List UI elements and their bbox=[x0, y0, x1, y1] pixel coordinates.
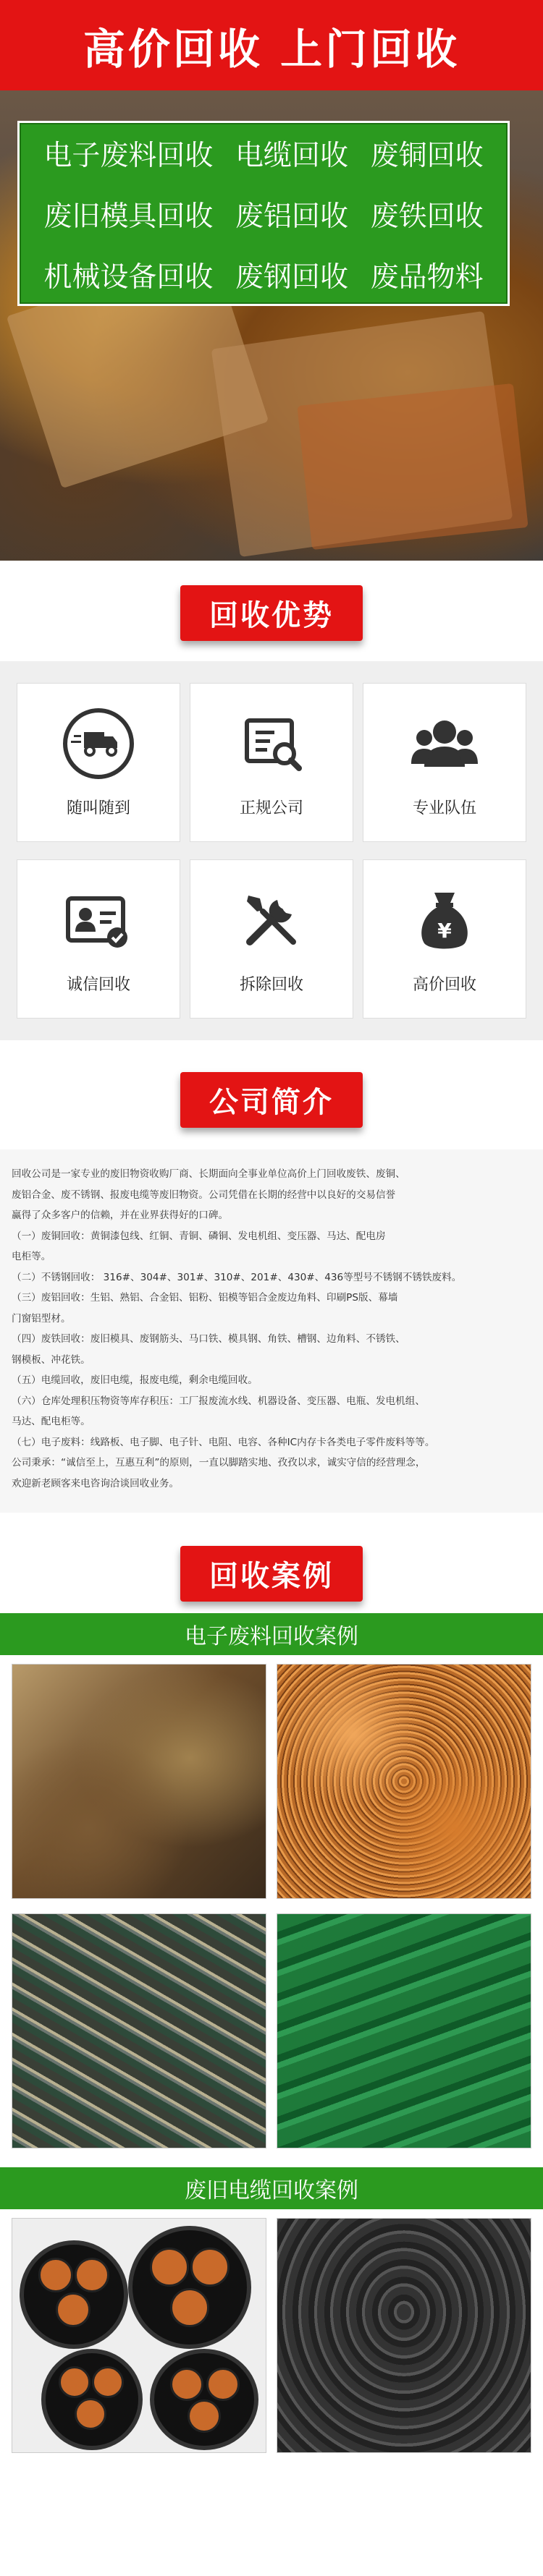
advantage-label: 拆除回收 bbox=[239, 975, 303, 994]
cases-heading bbox=[0, 1546, 543, 1602]
service-item: 废铁回收 bbox=[370, 200, 484, 233]
advantage-label: 专业队伍 bbox=[412, 799, 476, 817]
company-paragraph: 钢模板、冲花铁。 bbox=[12, 1353, 90, 1366]
company-paragraph: （二）不锈钢回收： 316#、304#、301#、310#、201#、430#、436等型号不锈钢不锈铁废料。 bbox=[12, 1271, 462, 1283]
header-title: 高价回收 上门回收 bbox=[83, 24, 460, 74]
advantage-label: 诚信回收 bbox=[66, 975, 130, 994]
id-card-check-icon bbox=[62, 884, 135, 956]
case-photo bbox=[12, 1913, 266, 2148]
company-paragraph: 门窗铝型材。 bbox=[12, 1312, 71, 1325]
company-paragraph: 电柜等。 bbox=[12, 1251, 51, 1262]
company-paragraph: 马达、配电柜等。 bbox=[12, 1416, 90, 1427]
company-paragraph: 回收公司是一家专业的废旧物资收购厂商、长期面向全事业单位高价上门回收废铁、废铜、 bbox=[12, 1168, 405, 1180]
company-title: 公司简介 bbox=[180, 1072, 363, 1128]
advantages-title: 回收优势 bbox=[180, 585, 363, 641]
cable-cross-section bbox=[150, 2349, 258, 2450]
service-item: 废品物料 bbox=[370, 261, 484, 294]
cable-core bbox=[38, 2258, 73, 2292]
cable-core bbox=[150, 2248, 189, 2287]
advantage-label: 随叫随到 bbox=[66, 799, 130, 817]
advantages-section bbox=[0, 661, 543, 1040]
service-item: 电子废料回收 bbox=[43, 140, 214, 172]
advantage-label: 正规公司 bbox=[239, 799, 303, 817]
company-paragraph: （四）废铁回收：废旧模具、废钢筋头、马口铁、模具钢、角铁、槽钢、边角料、不锈铁、 bbox=[12, 1333, 405, 1345]
company-intro bbox=[0, 1149, 543, 1513]
cable-core bbox=[56, 2292, 90, 2327]
company-paragraph: 公司秉承：“诚信至上，互惠互利”的原则，一直以脚踏实地、孜孜以求，诚实守信的经营理念， bbox=[12, 1457, 426, 1468]
company-paragraph: 赢得了众多客户的信赖，并在业界获得好的口碑。 bbox=[12, 1210, 229, 1221]
hero-box-right bbox=[297, 383, 528, 550]
company-paragraph: （三）废铝回收：生铝、熟铝、合金铝、铝粉、铝模等铝合金废边角料、印刷PS版、幕墙 bbox=[12, 1292, 398, 1304]
service-row bbox=[20, 245, 508, 305]
cable-cross-section bbox=[20, 2240, 128, 2349]
cable-cross-section bbox=[128, 2226, 251, 2349]
cable-core bbox=[170, 2368, 203, 2401]
hero-image bbox=[0, 90, 543, 561]
case-photo bbox=[277, 2218, 531, 2453]
cable-core bbox=[92, 2366, 124, 2398]
delivery-truck-icon bbox=[62, 707, 135, 780]
cable-core bbox=[59, 2366, 90, 2398]
case-section-bar bbox=[0, 1613, 543, 1655]
advantages-grid bbox=[12, 683, 531, 1019]
document-search-icon bbox=[235, 707, 308, 780]
money-bag-icon bbox=[408, 884, 481, 956]
service-item: 废铝回收 bbox=[235, 200, 348, 233]
case-photo bbox=[277, 1913, 531, 2148]
company-paragraph: （一）废铜回收：黄铜漆包线、红铜、青铜、磷铜、发电机组、变压器、马达、配电房 bbox=[12, 1230, 386, 1242]
company-paragraph: （七）电子废料：线路板、电子脚、电子针、电阻、电容、各种IC内存卡各类电子零件废料等等。 bbox=[12, 1436, 435, 1448]
advantage-card bbox=[363, 683, 526, 842]
company-heading bbox=[0, 1072, 543, 1128]
case-photo bbox=[12, 2218, 266, 2453]
company-paragraph: 废铝合金、废不锈钢、报废电缆等废旧物资。公司凭借在长期的经营中以良好的交易信誉 bbox=[12, 1189, 396, 1201]
service-row bbox=[20, 184, 508, 245]
case-photo-grid bbox=[0, 2209, 543, 2462]
cable-core bbox=[75, 2258, 109, 2292]
case-photo bbox=[277, 1664, 531, 1899]
case-photo bbox=[12, 1664, 266, 1899]
cable-core bbox=[170, 2288, 209, 2327]
case-section-label: 电子废料回收案例 bbox=[185, 1624, 358, 1649]
case-section-label: 废旧电缆回收案例 bbox=[185, 2178, 358, 2203]
service-panel bbox=[17, 121, 510, 306]
service-item: 废铜回收 bbox=[370, 140, 484, 172]
case-section-bar bbox=[0, 2167, 543, 2209]
cable-core bbox=[188, 2399, 221, 2433]
cases-title: 回收案例 bbox=[180, 1546, 363, 1602]
team-icon bbox=[408, 707, 481, 780]
cable-cross-section bbox=[41, 2349, 143, 2450]
advantage-label: 高价回收 bbox=[412, 975, 476, 994]
advantage-card bbox=[190, 683, 353, 842]
service-item: 废钢回收 bbox=[235, 261, 348, 294]
company-paragraph: （五）电缆回收，废旧电缆，报废电缆，剩余电缆回收。 bbox=[12, 1374, 258, 1386]
case-photo-grid bbox=[0, 1655, 543, 2157]
advantage-card bbox=[17, 859, 180, 1019]
service-item: 废旧模具回收 bbox=[43, 200, 214, 233]
service-item: 机械设备回收 bbox=[43, 261, 214, 294]
company-paragraph: （六）仓库处理积压物资等库存积压：工厂报废流水线、机器设备、变压器、电瓶、发电机组、 bbox=[12, 1395, 425, 1407]
service-item: 电缆回收 bbox=[235, 140, 348, 172]
cable-core bbox=[190, 2248, 230, 2287]
company-paragraph: 欢迎新老顾客来电咨询洽谈回收业务。 bbox=[12, 1477, 180, 1489]
advantage-card bbox=[363, 859, 526, 1019]
service-row bbox=[20, 123, 508, 184]
cable-core bbox=[75, 2398, 106, 2430]
advantage-card bbox=[190, 859, 353, 1019]
svg-text:¥: ¥ bbox=[437, 918, 452, 943]
advantages-heading bbox=[0, 585, 543, 641]
cable-core bbox=[206, 2368, 240, 2401]
header-banner bbox=[0, 0, 543, 90]
advantage-card bbox=[17, 683, 180, 842]
tools-icon bbox=[235, 884, 308, 956]
